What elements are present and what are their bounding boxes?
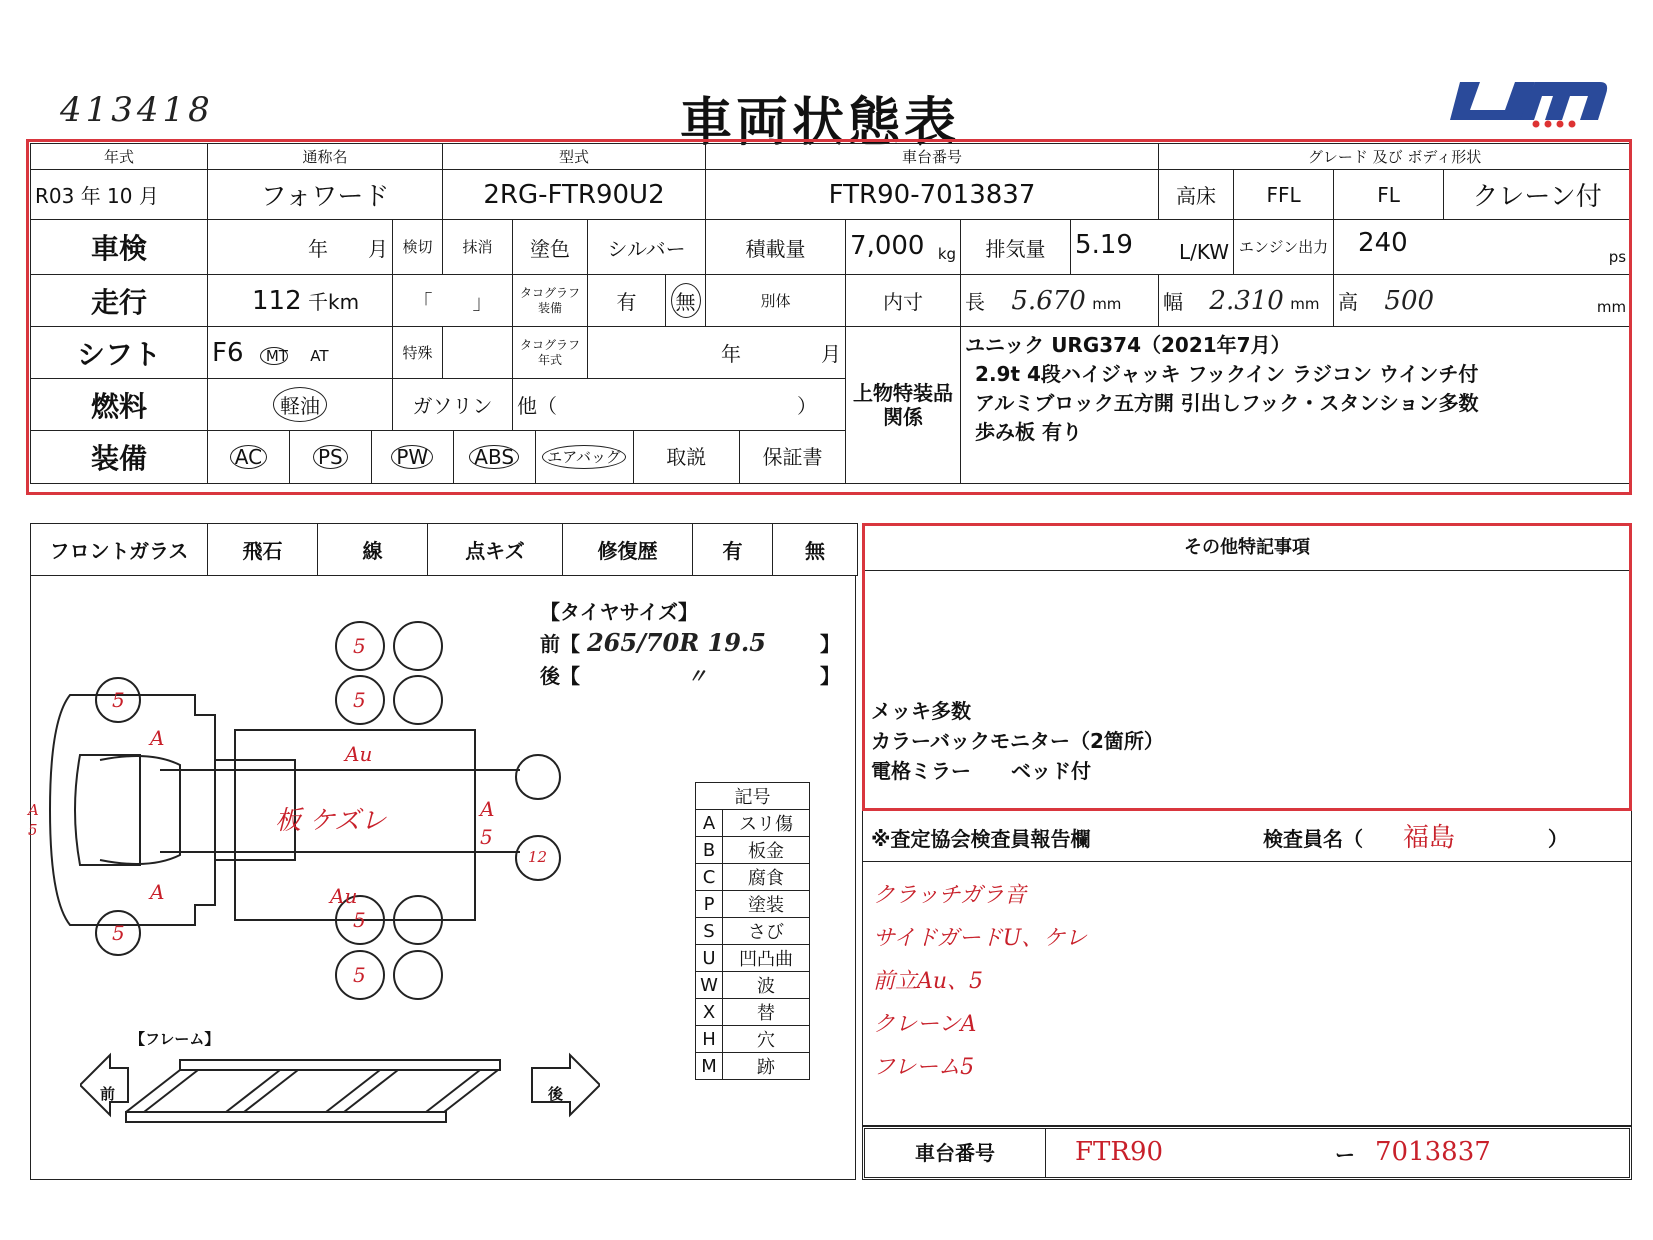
disp-unit: L/KW bbox=[1178, 240, 1230, 264]
mark-front-left-bottom: 5 bbox=[112, 921, 125, 945]
shaken-label: 車検 bbox=[31, 220, 208, 275]
year-value: R03 年 10 月 bbox=[31, 170, 208, 220]
frame-diagram bbox=[80, 1050, 600, 1140]
body-equip-line: アルミブロック五方開 引出しフック・スタンション多数 bbox=[975, 391, 1479, 415]
inspector-title: ※査定協会検査員報告欄 bbox=[871, 827, 1091, 851]
equip-cell bbox=[208, 431, 846, 484]
height-label: 高 bbox=[1338, 289, 1359, 314]
glass-chip: 飛石 bbox=[208, 524, 318, 576]
tacho-year-value: 年 月 bbox=[588, 327, 846, 379]
width-value: 2.310 bbox=[1209, 285, 1284, 316]
mark-rear-bottom2: 5 bbox=[353, 963, 366, 987]
notes-box bbox=[862, 523, 1632, 811]
company-logo bbox=[1450, 60, 1610, 130]
load-value: 7,000 bbox=[850, 231, 925, 261]
repair-no: 無 bbox=[773, 524, 858, 576]
mark-spare: 12 bbox=[528, 848, 548, 866]
legend-meaning: 凹凸曲 bbox=[723, 945, 810, 972]
chassis-value: FTR90-7013837 bbox=[706, 170, 1159, 220]
legend-code: C bbox=[696, 864, 723, 891]
mark-front-left-top: 5 bbox=[112, 688, 125, 712]
equip-warranty: 保証書 bbox=[762, 445, 823, 469]
mark-bed-top: Au bbox=[345, 742, 373, 766]
note-line: カラーバックモニター（2箇所） bbox=[871, 729, 1164, 753]
grade-ffl: FFL bbox=[1234, 170, 1334, 220]
tire-front-label: 前【 bbox=[540, 632, 580, 656]
note-line: メッキ多数 bbox=[871, 699, 971, 723]
mark-front: A 5 bbox=[28, 801, 39, 839]
tire-front-close: 】 bbox=[820, 632, 840, 656]
disp-label: 排気量 bbox=[961, 220, 1071, 275]
equip-pw: PW bbox=[372, 431, 454, 483]
legend-title: 記号 bbox=[696, 783, 810, 810]
shift-special: 特殊 bbox=[393, 327, 443, 379]
model-value: 2RG-FTR90U2 bbox=[443, 170, 706, 220]
height-cell bbox=[1334, 275, 1631, 327]
grade-floor: 高床 bbox=[1159, 170, 1234, 220]
tacho-separate: 別体 bbox=[706, 275, 846, 327]
fuel-gasoline: ガソリン bbox=[393, 379, 513, 431]
width-cell bbox=[1159, 275, 1334, 327]
frame-label: 【フレーム】 bbox=[130, 1030, 220, 1048]
body-equip-label: 上物特装品関係 bbox=[846, 327, 961, 484]
body-equip-line: 2.9t 4段ハイジャッキ フックイン ラジコン ウインチ付 bbox=[975, 362, 1479, 386]
tacho-no-cell bbox=[666, 275, 706, 327]
header-grade: グレード 及び ボディ形状 bbox=[1159, 144, 1631, 170]
tire-rear-label: 後【 bbox=[540, 664, 580, 688]
frame-rear-label: 後 bbox=[548, 1085, 564, 1103]
disp-cell bbox=[1071, 220, 1234, 275]
shift-mt: MT bbox=[260, 347, 288, 365]
legend-meaning: 塗装 bbox=[723, 891, 810, 918]
mark-rear-bottom1: 5 bbox=[353, 908, 366, 932]
inspector-name: 福島 bbox=[1403, 823, 1456, 853]
load-unit: kg bbox=[937, 245, 957, 263]
engine-label: エンジン出力 bbox=[1234, 220, 1334, 275]
mileage-bracket: 「 」 bbox=[393, 275, 513, 327]
inspector-remark: クレーンA bbox=[873, 1012, 977, 1037]
legend-code: A bbox=[696, 810, 723, 837]
doc-number: 413418 bbox=[60, 90, 214, 130]
shift-at: AT bbox=[310, 346, 329, 365]
frame-front-label: 前 bbox=[100, 1085, 116, 1103]
load-cell bbox=[846, 220, 961, 275]
engine-value: 240 bbox=[1358, 228, 1408, 258]
legend-meaning: 板金 bbox=[723, 837, 810, 864]
mark-rear-top1: 5 bbox=[353, 634, 366, 658]
tacho-label: タコグラフ装備 bbox=[513, 275, 588, 327]
notes-title: その他特記事項 bbox=[865, 526, 1629, 571]
tacho-year-label: タコグラフ年式 bbox=[513, 327, 588, 379]
legend-meaning: スリ傷 bbox=[723, 810, 810, 837]
length-value: 5.670 bbox=[1011, 285, 1086, 316]
load-label: 積載量 bbox=[706, 220, 846, 275]
mark-rear-top2: 5 bbox=[353, 688, 366, 712]
width-unit: mm bbox=[1290, 294, 1320, 313]
symbol-legend bbox=[695, 782, 810, 1080]
glass-label: フロントガラス bbox=[31, 524, 208, 576]
footer-chassis-b: 7013837 bbox=[1375, 1137, 1491, 1167]
length-label: 長 bbox=[965, 289, 986, 314]
height-value: 500 bbox=[1384, 285, 1435, 316]
legend-code: H bbox=[696, 1026, 723, 1053]
equip-ac: AC bbox=[208, 431, 290, 483]
shift-label: シフト bbox=[31, 327, 208, 379]
inspector-name-close: ） bbox=[1548, 827, 1568, 851]
footer-chassis-label: 車台番号 bbox=[865, 1129, 1046, 1177]
inspector-remark: サイドガードU、ケレ bbox=[873, 926, 1087, 951]
name-value: フォワード bbox=[208, 170, 443, 220]
length-unit: mm bbox=[1092, 294, 1122, 313]
body-equip-cell bbox=[961, 327, 1631, 484]
repair-history-label: 修復歴 bbox=[563, 524, 693, 576]
mileage-value: 112 bbox=[252, 285, 302, 316]
tire-rear-close: 】 bbox=[820, 664, 840, 688]
mileage-unit: 千km bbox=[308, 289, 360, 314]
equip-label: 装備 bbox=[31, 431, 208, 484]
inner-label: 内寸 bbox=[846, 275, 961, 327]
legend-code: W bbox=[696, 972, 723, 999]
glass-line: 線 bbox=[318, 524, 428, 576]
equip-abs: ABS bbox=[454, 431, 536, 483]
legend-meaning: 替 bbox=[723, 999, 810, 1026]
tacho-no: 無 bbox=[671, 283, 701, 318]
legend-meaning: 跡 bbox=[723, 1053, 810, 1080]
legend-code: S bbox=[696, 918, 723, 945]
glass-point-scratch: 点キズ bbox=[428, 524, 563, 576]
width-label: 幅 bbox=[1163, 289, 1184, 314]
tacho-yes: 有 bbox=[588, 275, 666, 327]
legend-code: P bbox=[696, 891, 723, 918]
inspector-remark: 前立Au、5 bbox=[873, 969, 984, 994]
legend-meaning: 腐食 bbox=[723, 864, 810, 891]
legend-code: U bbox=[696, 945, 723, 972]
height-unit: mm bbox=[1596, 297, 1627, 316]
length-cell bbox=[961, 275, 1159, 327]
header-chassis: 車台番号 bbox=[706, 144, 1159, 170]
shaken-date: 年 月 bbox=[208, 220, 393, 275]
legend-meaning: 穴 bbox=[723, 1026, 810, 1053]
grade-fl: FL bbox=[1334, 170, 1444, 220]
equip-airbag: エアバッグ bbox=[536, 431, 634, 483]
shift-cell bbox=[208, 327, 393, 379]
legend-code: X bbox=[696, 999, 723, 1026]
mark-cab-bottom: A bbox=[150, 880, 165, 904]
tire-front-value: 265/70R 19.5 bbox=[586, 628, 766, 657]
mileage-label: 走行 bbox=[31, 275, 208, 327]
note-line: 電格ミラー ベッド付 bbox=[871, 759, 1091, 783]
footer-chassis-row bbox=[862, 1126, 1632, 1180]
inspector-remark: クラッチガラ音 bbox=[873, 883, 1027, 908]
mark-tail: A 5 bbox=[480, 797, 495, 849]
equip-manual: 取説 bbox=[634, 431, 740, 483]
kengiri: 検切 bbox=[393, 220, 443, 275]
footer-chassis-a: FTR90 bbox=[1075, 1137, 1164, 1167]
mark-bed-bottom: Au bbox=[330, 884, 358, 908]
body-equip-line: 歩み板 有り bbox=[975, 420, 1082, 444]
shift-value: F6 bbox=[212, 337, 244, 368]
footer-chassis-dash: ー bbox=[1335, 1143, 1355, 1167]
legend-code: M bbox=[696, 1053, 723, 1080]
mark-bed-center: 板 ケズレ bbox=[275, 806, 387, 836]
page-title: 車両状態表 bbox=[680, 92, 961, 153]
mark-cab-top: A bbox=[150, 726, 165, 750]
legend-code: B bbox=[696, 837, 723, 864]
inspector-remark: フレーム5 bbox=[873, 1055, 975, 1080]
equip-ps: PS bbox=[290, 431, 372, 483]
vehicle-info-table bbox=[30, 143, 1631, 484]
paint-label: 塗色 bbox=[513, 220, 588, 275]
body-type: クレーン付 bbox=[1444, 170, 1631, 220]
fuel-label: 燃料 bbox=[31, 379, 208, 431]
engine-unit: ps bbox=[1608, 248, 1627, 266]
header-model: 型式 bbox=[443, 144, 706, 170]
masshou: 抹消 bbox=[443, 220, 513, 275]
fuel-diesel-cell bbox=[208, 379, 393, 431]
repair-yes: 有 bbox=[693, 524, 773, 576]
fuel-other: 他（ ） bbox=[513, 379, 846, 431]
legend-meaning: 波 bbox=[723, 972, 810, 999]
front-glass-table bbox=[30, 523, 858, 576]
disp-value: 5.19 bbox=[1075, 230, 1133, 260]
tire-size-title: 【タイヤサイズ】 bbox=[540, 600, 698, 624]
header-name: 通称名 bbox=[208, 144, 443, 170]
tire-rear-value: 〃 bbox=[686, 664, 707, 688]
header-year: 年式 bbox=[31, 144, 208, 170]
engine-cell bbox=[1334, 220, 1631, 275]
legend-meaning: さび bbox=[723, 918, 810, 945]
inspector-box bbox=[862, 811, 1632, 1126]
fuel-diesel: 軽油 bbox=[273, 387, 327, 422]
mileage-cell bbox=[208, 275, 393, 327]
inspector-name-label: 検査員名（ bbox=[1263, 827, 1363, 851]
body-equip-line: ユニック URG374（2021年7月） bbox=[965, 333, 1291, 357]
paint-value: シルバー bbox=[588, 220, 706, 275]
